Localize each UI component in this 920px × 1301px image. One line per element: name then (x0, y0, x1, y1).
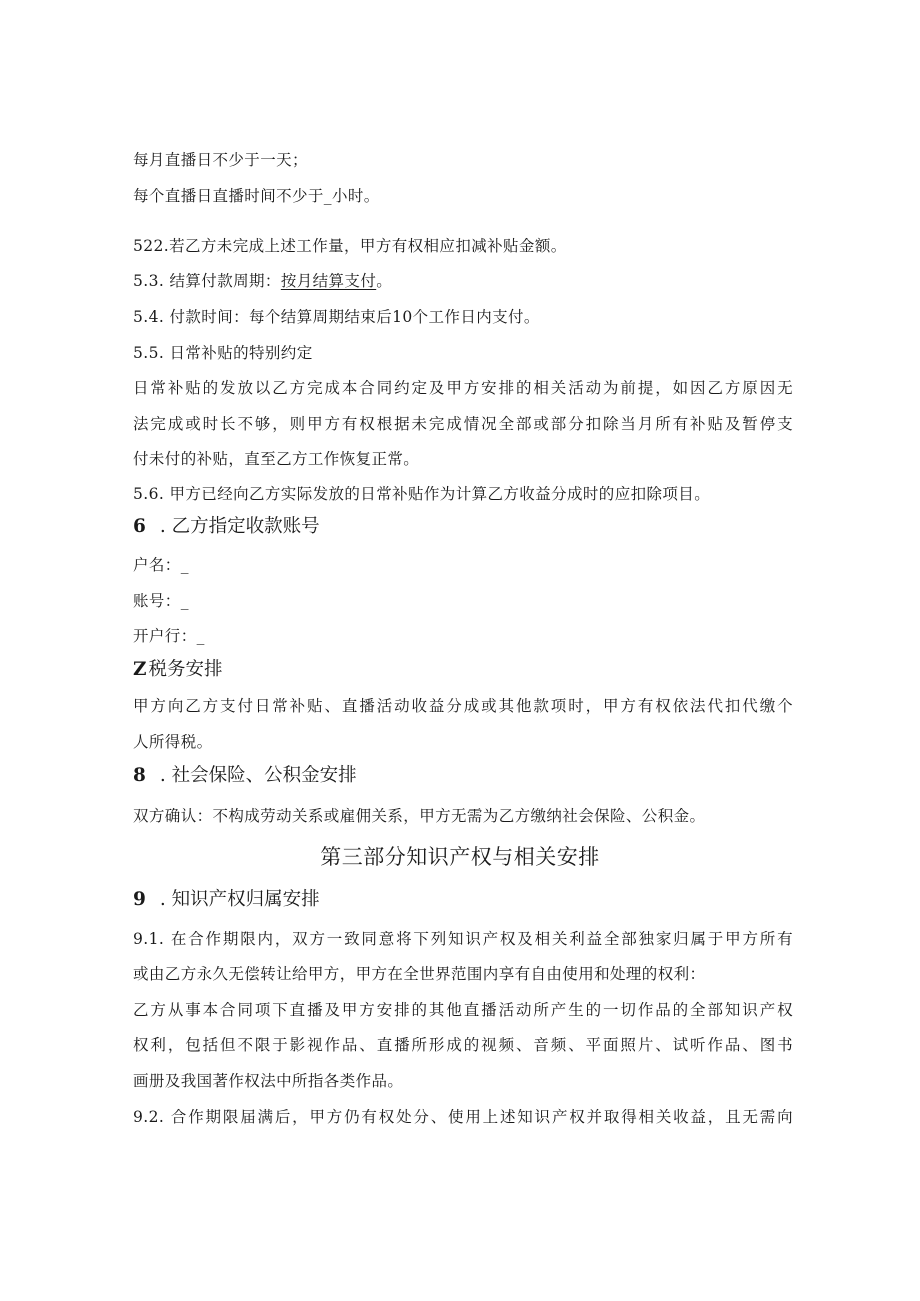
heading-text: . 知识产权归属安排 (159, 889, 320, 910)
text-line: 5.5. 日常补贴的特别约定 (133, 344, 313, 362)
section-heading-7 (133, 658, 793, 682)
text-line: 9.2. 合作期限届满后，甲方仍有权处分、使用上述知识产权并取得相关收益，且无需向 (133, 1108, 793, 1126)
account-name-line: 户名：_ (133, 556, 189, 574)
heading-number: Z (133, 659, 147, 680)
text-line: 人所得税。 (133, 733, 213, 751)
text-line: 日常补贴的发放以乙方完成本合同约定及甲方安排的相关活动为前提，如因乙方原因无 (133, 379, 793, 397)
text-line: 法完成或时长不够，则甲方有权根据未完成情况全部或部分扣除当月所有补贴及暂停支 (133, 415, 793, 433)
text-line: 权利，包括但不限于影视作品、直播所形成的视频、音频、平面照片、试听作品、图书 (133, 1036, 793, 1054)
text-line: 5.6. 甲方已经向乙方实际发放的日常补贴作为计算乙方收益分成时的应扣除项目。 (133, 485, 711, 503)
text-line: 每月直播日不少于一天； (133, 151, 308, 169)
heading-text: . 乙方指定收款账号 (159, 516, 320, 537)
settlement-value: 按月结算支付 (280, 272, 377, 290)
text-line: 甲方向乙方支付日常补贴、直播活动收益分成或其他款项时，甲方有权依法代扣代缴个 (133, 697, 793, 715)
section-heading-6 (133, 515, 793, 539)
heading-number: 6 (133, 516, 146, 537)
text-line: 522.若乙方未完成上述工作量，甲方有权相应扣减补贴金额。 (133, 237, 567, 255)
text-line: 付未付的补贴，直至乙方工作恢复正常。 (133, 450, 420, 468)
heading-number: 8 (133, 765, 146, 786)
heading-text: 税务安排 (148, 659, 223, 680)
text-line: 画册及我国著作权法中所指各类作品。 (133, 1072, 404, 1090)
heading-number: 9 (133, 889, 146, 910)
text-line: 每个直播日直播时间不少于_小时。 (133, 187, 380, 205)
text-line: 9.1. 在合作期限内，双方一致同意将下列知识产权及相关利益全部独家归属于甲方所有 (133, 930, 793, 948)
section-heading-8 (133, 764, 793, 788)
text-line: 乙方从事本合同项下直播及甲方安排的其他直播活动所产生的一切作品的全部知识产权 (133, 1001, 793, 1019)
section-heading-9 (133, 888, 793, 912)
part-title: 第三部分知识产权与相关安排 (320, 845, 600, 869)
text-line-settlement (133, 271, 793, 291)
heading-text: . 社会保险、公积金安排 (159, 765, 357, 786)
settlement-suffix: 。 (376, 272, 393, 290)
text-line: 双方确认：不构成劳动关系或雇佣关系，甲方无需为乙方缴纳社会保险、公积金。 (133, 807, 706, 825)
settlement-label: 5.3. 结算付款周期： (133, 272, 281, 290)
account-number-line: 账号：_ (133, 592, 189, 610)
text-line: 或由乙方永久无偿转让给甲方，甲方在全世界范围内享有自由使用和处理的权利： (133, 965, 706, 983)
text-line: 5.4. 付款时间：每个结算周期结束后10个工作日内支付。 (133, 308, 540, 326)
bank-line: 开户行：_ (133, 627, 205, 645)
